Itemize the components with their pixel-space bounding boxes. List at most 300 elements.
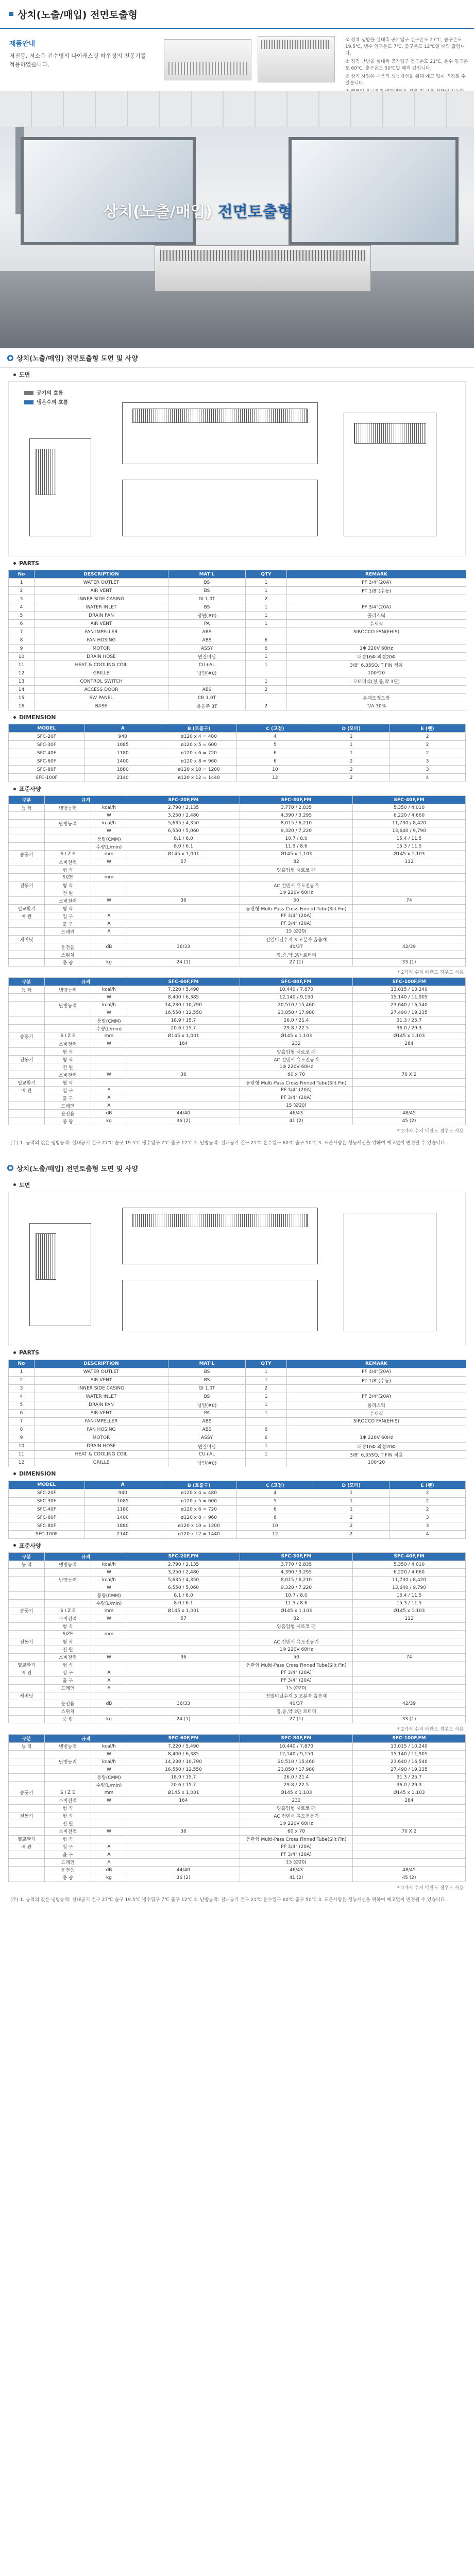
table-cell <box>352 874 465 882</box>
table-row <box>9 1087 466 1094</box>
table-cell: kcal/h <box>91 1576 127 1584</box>
table-cell: CU+AL <box>168 661 246 669</box>
table-cell: S I Z E <box>45 1607 91 1615</box>
table-cell: 284 <box>352 1797 465 1804</box>
table-row <box>9 749 466 757</box>
table-cell: SIZE <box>45 874 91 882</box>
table-header-cell: A <box>84 1481 161 1489</box>
table-cell: PF 3/4" (20A) <box>240 1094 353 1102</box>
table-cell: 6 <box>9 620 35 628</box>
table-cell <box>127 874 240 882</box>
table-cell: mm <box>91 874 127 882</box>
table-cell: 소비전력 <box>45 1653 91 1661</box>
table-cell <box>9 1040 45 1048</box>
table-cell: 40/37 <box>240 943 353 951</box>
table-cell <box>45 1017 91 1025</box>
table-cell: 42/39 <box>352 943 465 951</box>
table-cell: 10 <box>9 1442 35 1450</box>
table-row <box>9 1797 466 1804</box>
table-cell: 풍량(CMM) <box>91 1773 127 1781</box>
table-cell: A <box>91 912 127 920</box>
table-cell: 20.6 / 15.7 <box>127 1781 240 1789</box>
table-cell: 8,015 / 6,210 <box>240 820 353 827</box>
table-cell <box>9 1700 45 1707</box>
table-cell <box>9 943 45 951</box>
table-cell: 1 <box>246 587 287 595</box>
table-cell <box>9 1584 45 1591</box>
circle-icon <box>7 355 13 361</box>
table-cell: 6 <box>237 1505 313 1514</box>
table-cell: 로터리식(정,중,약 3단) <box>287 677 466 686</box>
table-cell <box>91 882 127 889</box>
table-cell: 2 <box>390 1489 466 1497</box>
table-cell: 60 x 70 <box>240 1827 353 1835</box>
table-cell: PA <box>168 620 246 628</box>
table-row <box>9 943 466 951</box>
table-cell: 형 식 <box>45 1048 91 1056</box>
table-cell: 배 관 <box>9 1087 45 1094</box>
table-cell: 3 <box>9 1384 35 1393</box>
table-cell: 전열비닐수지 3 고분자 흡음재 <box>240 936 353 943</box>
table-cell: 4,390 / 3,295 <box>240 1568 353 1576</box>
table-cell: 164 <box>127 1797 240 1804</box>
table-cell: BS <box>168 603 246 612</box>
table-cell: 2140 <box>84 1530 161 1538</box>
table-cell <box>9 1851 45 1858</box>
spec-note-4: * 2가지 수지 배관도 경우도 사용 <box>397 1885 464 1891</box>
table-cell <box>45 835 91 843</box>
table-cell: 15,140 / 11,905 <box>352 1750 465 1758</box>
table-cell: 6 <box>237 749 313 757</box>
table-cell: 소비전력 <box>45 1040 91 1048</box>
table-cell: W <box>91 812 127 820</box>
table-cell: 112 <box>352 1615 465 1622</box>
table-cell: 940 <box>84 733 161 741</box>
table-cell <box>91 889 127 897</box>
table-cell: ø120 x 6 = 720 <box>161 1505 237 1514</box>
table-cell <box>127 882 240 889</box>
table-cell: MOTOR <box>35 1434 168 1442</box>
table-cell: 난방능력 <box>45 1002 91 1009</box>
table-row <box>9 1607 466 1615</box>
table-row <box>9 686 466 694</box>
table-cell <box>9 1117 45 1125</box>
table-row <box>9 1630 466 1638</box>
table-row <box>9 812 466 820</box>
table-row <box>9 1384 466 1393</box>
table-cell <box>9 1758 45 1766</box>
table-cell: 10 <box>237 1522 313 1530</box>
table-row <box>9 994 466 1002</box>
table-header-cell: C (고정) <box>237 1481 313 1489</box>
table-cell: 정,중,약 3단 로터리 <box>240 1707 353 1715</box>
table-row <box>9 1117 466 1125</box>
table-cell: INNER SIDE CASING <box>35 595 168 603</box>
table-cell <box>45 1781 91 1789</box>
table-cell: 8.0 / 6.1 <box>127 1599 240 1607</box>
table-cell: Ø145 x 1,103 <box>240 1032 353 1040</box>
table-cell: 동관형 Multi-Pass Cross Finned Tube(Slit Fin) <box>240 1835 353 1843</box>
table-cell: 4,390 / 3,295 <box>240 812 353 820</box>
subheading-label: 도면 <box>19 371 30 378</box>
table-row <box>9 835 466 843</box>
table-cell: ASSY <box>168 645 246 653</box>
table-cell: 2 <box>246 702 287 710</box>
table-row <box>9 1568 466 1576</box>
table-cell <box>352 1661 465 1669</box>
table-cell <box>352 1056 465 1063</box>
table-row <box>9 1684 466 1692</box>
table-row <box>9 1638 466 1646</box>
table-cell <box>127 1692 240 1700</box>
table-cell <box>9 1646 45 1653</box>
table-cell: PF 3/4" (20A) <box>240 912 353 920</box>
table-row <box>9 677 466 686</box>
table-header-cell: B (토출구) <box>161 1481 237 1489</box>
table-cell: 4 <box>9 603 35 612</box>
table-cell: T/A 30% <box>287 702 466 710</box>
table-cell: PT 1/8"(수동) <box>287 1376 466 1384</box>
subheading-label: 도면 <box>19 1181 30 1189</box>
table-cell <box>9 1676 45 1684</box>
table-cell: mm <box>91 851 127 858</box>
table-cell: 36 <box>127 1653 240 1661</box>
table-cell: 29.8 / 22.5 <box>240 1781 353 1789</box>
table-cell: 57 <box>127 858 240 866</box>
table-cell: W <box>91 858 127 866</box>
table-cell: 5 <box>9 1401 35 1409</box>
table-row <box>9 1766 466 1773</box>
table-cell: 14,230 / 10,790 <box>127 1758 240 1766</box>
table-header-cell: SFC-30F,FM <box>240 1552 353 1561</box>
table-cell: 57 <box>127 1615 240 1622</box>
table-row <box>9 959 466 967</box>
table-row <box>9 1497 466 1505</box>
subheading-dimension <box>0 710 474 724</box>
table-row <box>9 866 466 874</box>
table-cell <box>127 1684 240 1692</box>
table-cell: GRILLE <box>35 1459 168 1467</box>
table-cell: 36.0 / 29.3 <box>352 1025 465 1032</box>
table-cell: 송풍기 <box>9 1032 45 1040</box>
table-row <box>9 603 466 612</box>
table-cell: FAN HOSING <box>35 636 168 645</box>
table-row <box>9 1661 466 1669</box>
table-cell: 냉방능력 <box>45 1561 91 1568</box>
table-cell <box>287 595 466 603</box>
table-cell: 전동기 <box>9 1638 45 1646</box>
table-row <box>9 1063 466 1071</box>
table-row <box>9 1669 466 1676</box>
table-cell: 형 식 <box>45 882 91 889</box>
table-cell: PF 3/4"(20A) <box>287 1368 466 1376</box>
table-cell <box>9 858 45 866</box>
table-cell <box>45 1773 91 1781</box>
table-cell: 형 식 <box>45 1638 91 1646</box>
table-cell: SFC-40F <box>9 749 85 757</box>
drawing-legend <box>24 389 68 408</box>
table-cell: SFC-80F <box>9 1522 85 1530</box>
table-cell: 3,250 / 2,480 <box>127 812 240 820</box>
table-cell: WATER OUTLET <box>35 1368 168 1376</box>
section-view <box>344 1213 436 1331</box>
top-view <box>122 1280 318 1331</box>
table-cell: 15,140 / 11,905 <box>352 994 465 1002</box>
table-header-cell: SFC-80F,FM <box>240 978 353 986</box>
table-cell <box>352 1646 465 1653</box>
table-row <box>9 1079 466 1087</box>
table-cell: ACCESS DOOR <box>35 686 168 694</box>
table-cell: 13,015 / 10,240 <box>352 1742 465 1750</box>
table-cell: 1 <box>9 1368 35 1376</box>
table-cell: PF 3/4" (20A) <box>240 1843 353 1851</box>
table-cell: 수량(L/min) <box>91 843 127 851</box>
table-cell: 수량(L/min) <box>91 1781 127 1789</box>
table-cell <box>127 936 240 943</box>
table-cell <box>45 936 91 943</box>
table-cell: 12 <box>237 774 313 782</box>
table-cell: 운전음 <box>45 1700 91 1707</box>
table-cell: 6,220 / 4,660 <box>352 1568 465 1576</box>
subheading-spec <box>0 782 474 795</box>
table-row <box>9 1576 466 1584</box>
table-cell: A <box>91 1094 127 1102</box>
table-cell: W <box>91 1615 127 1622</box>
table-cell <box>9 1591 45 1599</box>
table-cell: FAN HOSING <box>35 1426 168 1434</box>
table-cell: 13,640 / 9,790 <box>352 827 465 835</box>
table-cell: 4 <box>9 1393 35 1401</box>
table-cell <box>127 928 240 936</box>
table-cell: ø120 x 4 = 480 <box>161 733 237 741</box>
table-cell: 정,중,약 3단 로터리 <box>240 951 353 959</box>
table-cell: 7,220 / 5,490 <box>127 986 240 994</box>
table-cell: S I Z E <box>45 1789 91 1797</box>
table-cell: AIR VENT <box>35 587 168 595</box>
table-cell: W <box>91 827 127 835</box>
table-cell: SFC-80F <box>9 766 85 774</box>
table-cell: kcal/h <box>91 986 127 994</box>
table-cell: dB <box>91 1110 127 1117</box>
table-row <box>9 1615 466 1622</box>
subheading-label: DIMENSION <box>19 714 56 721</box>
table-row <box>9 1002 466 1009</box>
table-cell: ø120 x 5 = 600 <box>161 741 237 749</box>
parts-table-2 <box>8 1360 466 1467</box>
table-cell: 5,635 / 4,350 <box>127 820 240 827</box>
table-cell: Ø145 x 1,001 <box>127 1607 240 1615</box>
table-cell: 5 <box>237 741 313 749</box>
table-row <box>9 1561 466 1568</box>
table-cell <box>9 1820 45 1827</box>
section-grille <box>354 423 426 444</box>
table-row <box>9 694 466 702</box>
page-header <box>0 0 474 29</box>
table-row <box>9 645 466 653</box>
table-cell: 풍량(CMM) <box>91 835 127 843</box>
subheading-spec-2 <box>0 1539 474 1552</box>
table-cell <box>127 1094 240 1102</box>
table-cell <box>127 866 240 874</box>
table-cell: DRAIN PAN <box>35 612 168 620</box>
table-cell: 16,550 / 12,550 <box>127 1009 240 1017</box>
spec-note-1: * 2가지 수지 배관도 경우도 사용 <box>397 970 464 975</box>
table-cell: 1Φ 220V 60Hz <box>240 1646 353 1653</box>
table-header-cell: 규격 <box>45 1734 127 1742</box>
table-cell: kcal/h <box>91 1002 127 1009</box>
table-cell: 5 <box>9 612 35 620</box>
table-row <box>9 1820 466 1827</box>
table-cell: BS <box>168 1376 246 1384</box>
table-header-cell: MAT'L <box>168 1360 246 1368</box>
table-cell: kg <box>91 1117 127 1125</box>
table-cell: 9 <box>9 645 35 653</box>
table-cell: 2 <box>390 749 466 757</box>
table-cell: 분체도장도장 <box>287 694 466 702</box>
table-cell <box>352 928 465 936</box>
table-header-cell: SFC-100F,FM <box>352 978 465 986</box>
table-cell: 14,230 / 10,790 <box>127 1002 240 1009</box>
table-cell: ABS <box>168 636 246 645</box>
table-cell <box>352 920 465 928</box>
table-cell <box>9 1110 45 1117</box>
table-cell: 10.7 / 8.0 <box>240 1591 353 1599</box>
table-header-cell: MAT'L <box>168 570 246 579</box>
table-cell: 8,015 / 6,210 <box>240 1576 353 1584</box>
table-cell <box>352 1851 465 1858</box>
table-header-cell: B (토출구) <box>161 724 237 733</box>
table-row <box>9 1409 466 1417</box>
table-cell: W <box>91 1568 127 1576</box>
table-cell: 5 <box>237 1497 313 1505</box>
table-cell: SFC-30F <box>9 1497 85 1505</box>
table-cell: 2 <box>390 741 466 749</box>
coil-view <box>36 449 56 495</box>
table-cell: 양흡입형 시로코 팬 <box>240 1622 353 1630</box>
table-cell <box>45 812 91 820</box>
table-cell <box>9 827 45 835</box>
table-cell: ø120 x 10 = 1200 <box>161 766 237 774</box>
table-cell: 10,440 / 7,870 <box>240 1742 353 1750</box>
table-cell: 냉방능력 <box>45 804 91 812</box>
table-cell: 2 <box>313 774 390 782</box>
table-cell <box>9 1568 45 1576</box>
table-cell: 70 X 2 <box>352 1827 465 1835</box>
spec-note-2: * 2가지 수지 배관도 경우도 사용 <box>397 1129 464 1134</box>
table-cell <box>352 1820 465 1827</box>
photo-caption-b: 전면토출형 <box>217 203 293 221</box>
intro-note: ③ 상기 사양은 제품의 성능개선을 위해 예고 없이 변경될 수 있습니다. <box>345 74 466 87</box>
table-row <box>9 741 466 749</box>
table-cell: PF 3/4" (20A) <box>240 1851 353 1858</box>
table-cell: 16 <box>9 702 35 710</box>
table-cell: 13 <box>9 677 35 686</box>
table-cell <box>168 677 246 686</box>
table-cell <box>127 889 240 897</box>
table-header-cell: SFC-80F,FM <box>240 1734 353 1742</box>
table-cell: kg <box>91 1874 127 1882</box>
table-cell: HEAT & COOLING COIL <box>35 661 168 669</box>
table-cell: 48/45 <box>352 1110 465 1117</box>
table-cell: 1 <box>313 749 390 757</box>
table-cell <box>127 1812 240 1820</box>
table-cell: W <box>91 1653 127 1661</box>
table-row <box>9 920 466 928</box>
table-cell: ABS <box>168 1417 246 1426</box>
table-cell: 41 (2) <box>240 1117 353 1125</box>
table-cell: 11,730 / 8,420 <box>352 1576 465 1584</box>
table-cell <box>246 694 287 702</box>
table-row <box>9 702 466 710</box>
table-row <box>9 1530 466 1538</box>
table-cell: Ø145 x 1,103 <box>352 1032 465 1040</box>
table-cell <box>352 1048 465 1056</box>
table-cell: 전동기 <box>9 882 45 889</box>
table-row <box>9 1071 466 1079</box>
spec-table-2 <box>8 977 466 1125</box>
table-cell: 출 구 <box>45 920 91 928</box>
page-title: 상치(노출/매입) 전면토출형 <box>18 9 138 21</box>
table-cell <box>91 1079 127 1087</box>
table-cell <box>127 1102 240 1110</box>
table-cell: 폴리스틱 <box>287 1401 466 1409</box>
table-cell: 2 <box>313 757 390 766</box>
table-row <box>9 882 466 889</box>
table-cell: 5,635 / 4,350 <box>127 1576 240 1584</box>
table-cell <box>127 1622 240 1630</box>
table-cell: 7,220 / 5,490 <box>127 1742 240 1750</box>
table-row <box>9 1368 466 1376</box>
table-cell <box>352 1630 465 1638</box>
table-cell <box>9 889 45 897</box>
table-cell: A <box>91 1102 127 1110</box>
table-cell: 양흡입형 시로코 팬 <box>240 1048 353 1056</box>
table-cell: 2 <box>246 686 287 694</box>
table-cell: 74 <box>352 1653 465 1661</box>
table-row <box>9 1009 466 1017</box>
table-cell: INNER SIDE CASING <box>35 1384 168 1393</box>
table-cell: 11,730 / 8,420 <box>352 820 465 827</box>
table-cell <box>91 1638 127 1646</box>
table-cell: 20,510 / 15,460 <box>240 1002 353 1009</box>
table-cell <box>352 1102 465 1110</box>
table-cell: 형 식 <box>45 1079 91 1087</box>
table-row <box>9 1522 466 1530</box>
table-header-cell: 규격 <box>45 978 127 986</box>
table-row <box>9 843 466 851</box>
table-header-cell: REMARK <box>287 570 466 579</box>
table-row <box>9 1866 466 1874</box>
table-row <box>9 587 466 595</box>
table-cell: 수세식 <box>287 1409 466 1417</box>
table-cell <box>246 628 287 636</box>
table-cell <box>352 936 465 943</box>
table-cell: 2 <box>313 766 390 774</box>
table-row <box>9 1094 466 1102</box>
table-cell: 열교환기 <box>9 1079 45 1087</box>
table-cell: A <box>91 1843 127 1851</box>
table-cell: 소비전력 <box>45 897 91 905</box>
table-cell: 열교환기 <box>9 905 45 912</box>
table-cell: 송풍기 <box>9 851 45 858</box>
table-cell <box>9 1063 45 1071</box>
table-cell <box>45 1009 91 1017</box>
table-cell: 1 <box>246 1442 287 1450</box>
table-cell <box>9 1866 45 1874</box>
table-cell <box>127 1079 240 1087</box>
table-cell: BS <box>168 579 246 587</box>
table-row <box>9 905 466 912</box>
